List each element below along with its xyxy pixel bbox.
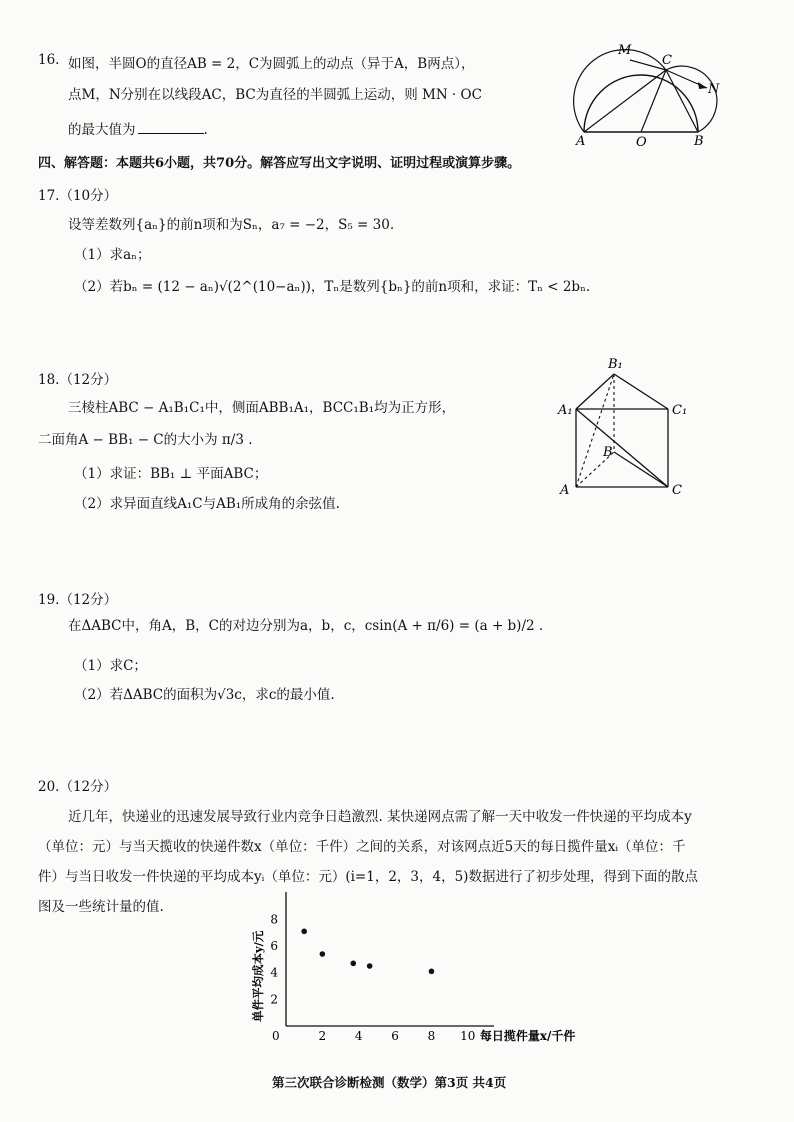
x-tick-label: 0 — [272, 1029, 280, 1043]
q19-stem: 在ΔABC中，角A，B，C的对边分别为a，b，c，csin(A + π/6) = (a + b)/2 . — [68, 618, 544, 634]
q20-line2: （单位：元）与当天揽收的快递件数x（单位：千件）之间的关系，对该网点近5天的每日揽件量xᵢ（单位：千 — [38, 839, 686, 855]
x-tick-label: 2 — [318, 1029, 327, 1043]
q18-stem2: 二面角A − BB₁ − C的大小为 π/3 . — [38, 432, 253, 448]
q19-header: 19.（12分） — [38, 592, 118, 608]
q18-stem1: 三棱柱ABC − A₁B₁C₁中，侧面ABB₁A₁，BCC₁B₁均为正方形， — [68, 400, 456, 416]
diag-a1c — [576, 409, 668, 487]
q16-line3 — [68, 118, 208, 138]
q17-part1: （1）求aₙ； — [74, 247, 151, 263]
label-c: C — [662, 53, 672, 68]
q17-part2: （2）若bₙ = (12 − aₙ)√(2^(10−aₙ))，Tₙ是数列{bₙ}的前n项和，求证：Tₙ < 2bₙ. — [74, 279, 591, 295]
label-m: M — [618, 43, 632, 58]
q18-header: 18.（12分） — [38, 372, 118, 388]
q17-header: 17.（10分） — [38, 188, 118, 204]
q16-line3-text: 的最大值为 — [68, 122, 136, 138]
label-n: N — [708, 82, 720, 97]
segment-mc — [630, 60, 666, 70]
q20-line3: 件）与当日收发一件快递的平均成本yᵢ（单位：元）(i=1，2，3，4，5)数据进行了初步处理，得到下面的散点 — [38, 869, 698, 885]
chart-layer — [251, 892, 575, 1043]
q16-line3-end: . — [203, 122, 208, 138]
edge-a1b1 — [576, 374, 614, 409]
label-a1: A₁ — [558, 403, 573, 418]
q16-line2: 点M，N分别在以线段AC，BC为直径的半圆弧上运动，则 MN · OC — [68, 87, 482, 103]
scatter-chart — [248, 892, 578, 1052]
label-c1: C₁ — [672, 403, 688, 418]
data-point — [320, 951, 326, 957]
prism-figure — [548, 352, 698, 502]
y-tick-label: 4 — [270, 965, 278, 980]
q19-part1: （1）求C； — [74, 658, 147, 674]
data-point — [301, 929, 307, 935]
data-point — [367, 963, 373, 969]
q18-part2: （2）求异面直线A₁C与AB₁所成角的余弦值. — [74, 496, 340, 512]
answer-blank — [138, 121, 204, 134]
page-footer: 第三次联合诊断检测（数学）第3页 共4页 — [272, 1075, 507, 1090]
data-point — [350, 961, 356, 967]
data-point — [429, 969, 435, 975]
segment-bc — [666, 70, 698, 132]
x-tick-label: 10 — [460, 1029, 476, 1043]
semicircle-figure — [570, 40, 720, 150]
section-title: 四、解答题：本题共6小题，共70分。解答应写出文字说明、证明过程或演算步骤。 — [38, 156, 521, 171]
x-axis-label: 每日揽件量x/千件 — [479, 1029, 576, 1043]
q17-stem: 设等差数列{aₙ}的前n项和为Sₙ，a₇ = −2，S₅ = 30. — [68, 217, 395, 233]
edge-bc — [614, 452, 668, 487]
q20-line1: 近几年，快递业的迅速发展导致行业内竞争日趋激烈. 某快递网点需了解一天中收发一件快递的平均成本y — [68, 809, 692, 825]
x-tick-label: 4 — [354, 1029, 363, 1043]
edge-b1c1 — [614, 374, 668, 409]
semicircle-bc — [666, 66, 717, 132]
y-tick-label: 6 — [270, 939, 278, 953]
semicircle-ac — [574, 50, 666, 132]
y-tick-label: 2 — [270, 992, 278, 1007]
y-axis-label: 单件平均成本y/元 — [251, 930, 265, 1022]
arrow-n — [698, 82, 707, 89]
y-tick-label: 8 — [270, 912, 278, 927]
label-b1: B₁ — [608, 357, 623, 372]
q18-part1: （1）求证：BB₁ ⊥ 平面ABC； — [74, 466, 268, 482]
q19-part2: （2）若ΔABC的面积为√3c，求c的最小值. — [74, 687, 335, 703]
label-o: O — [636, 135, 647, 150]
x-tick-label: 8 — [427, 1029, 436, 1043]
x-tick-label: 6 — [391, 1029, 399, 1043]
label-b: B — [694, 134, 704, 149]
label-b: B — [603, 445, 613, 460]
label-a: A — [576, 134, 586, 149]
q16-number: 16. — [38, 52, 60, 68]
q20-line4: 图及一些统计量的值. — [38, 899, 164, 915]
q20-header: 20.（12分） — [38, 779, 118, 795]
label-c: C — [672, 483, 682, 498]
semicircle-arc — [584, 75, 698, 132]
label-a: A — [560, 483, 570, 498]
q16-line1: 如图，半圆O的直径AB = 2，C为圆弧上的动点（异于A，B两点）， — [68, 56, 475, 72]
